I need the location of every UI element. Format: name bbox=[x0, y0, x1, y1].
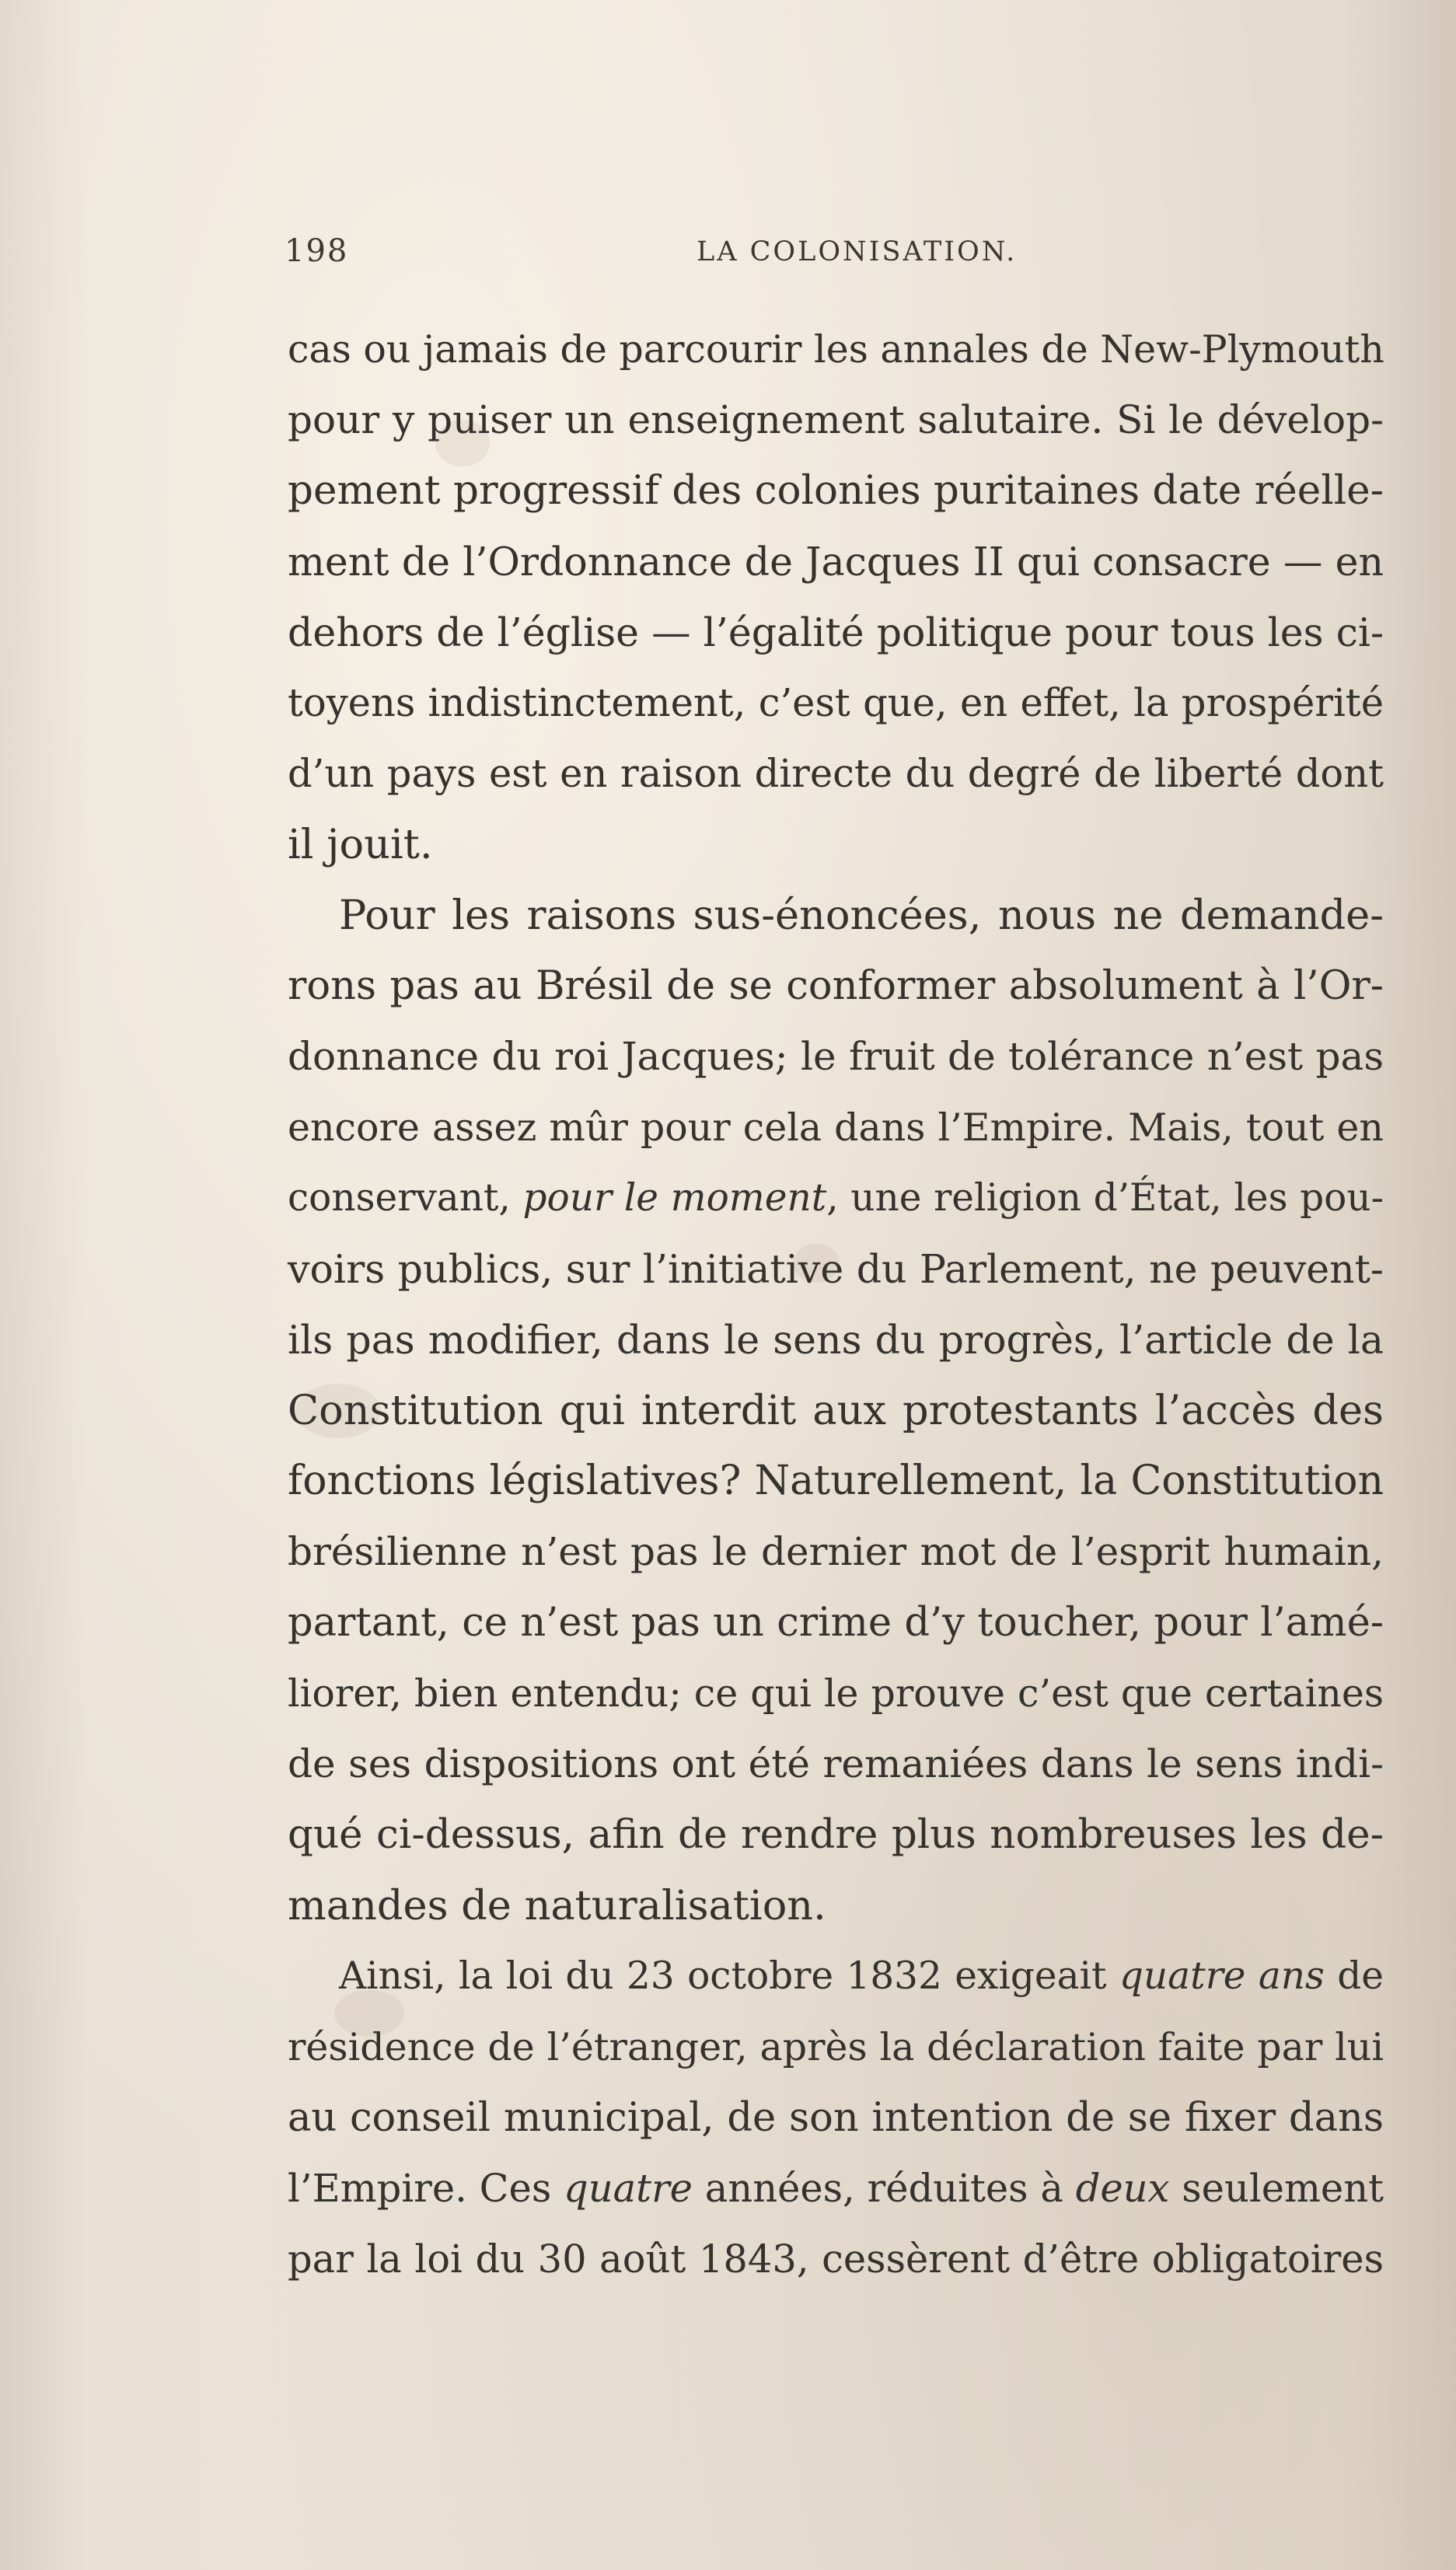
text-line: il jouit. bbox=[288, 821, 433, 868]
text-line: dehors de l’église — l’égalité politique pour tous les ci- bbox=[288, 609, 1384, 655]
text-line: Pour les raisons sus-énoncées, nous ne demande- bbox=[339, 892, 1384, 939]
text-line bbox=[288, 1941, 1384, 2012]
text-line: brésilienne n’est pas le dernier mot de l’esprit humain, bbox=[288, 1529, 1384, 1574]
text-segment: , une religion d’État, les pou- bbox=[826, 1176, 1384, 1220]
text-segment: de bbox=[1324, 1954, 1384, 1998]
text-line: voirs publics, sur l’initiative du Parlement, ne peuvent- bbox=[288, 1246, 1384, 1292]
text-line: liorer, bien entendu; ce qui le prouve c’est que certaines bbox=[288, 1671, 1384, 1716]
text-segment: seulement bbox=[1169, 2166, 1384, 2211]
text-line: donnance du roi Jacques; le fruit de tolérance n’est pas bbox=[288, 1034, 1384, 1079]
text-line: rons pas au Brésil de se conformer absolument à l’Or- bbox=[288, 963, 1384, 1009]
text-line: au conseil municipal, de son intention de se fixer dans bbox=[288, 2095, 1384, 2141]
page-header bbox=[285, 233, 1388, 280]
text-line: ils pas modifier, dans le sens du progrès, l’article de la bbox=[288, 1317, 1384, 1363]
text-line: partant, ce n’est pas un crime d’y toucher, pour l’amé- bbox=[288, 1600, 1384, 1646]
italic-phrase: pour le moment bbox=[522, 1176, 827, 1220]
italic-phrase: deux bbox=[1075, 2166, 1170, 2211]
text-segment: Ainsi, la loi du 23 octobre 1832 exigeait bbox=[339, 1954, 1119, 1998]
text-line: fonctions législatives? Naturellement, la Constitution bbox=[288, 1458, 1384, 1504]
text-line: résidence de l’étranger, après la déclaration faite par lui bbox=[288, 2025, 1384, 2069]
page-number: 198 bbox=[285, 233, 349, 269]
text-line: Constitution qui interdit aux protestants l’accès des bbox=[288, 1387, 1384, 1434]
text-line: encore assez mûr pour cela dans l’Empire. Mais, tout en bbox=[288, 1105, 1384, 1150]
text-segment: années, réduites à bbox=[692, 2166, 1076, 2211]
text-line: mandes de naturalisation. bbox=[288, 1882, 826, 1929]
italic-phrase: quatre bbox=[564, 2166, 693, 2211]
text-line: toyens indistinctement, c’est que, en effet, la prospérité bbox=[288, 680, 1384, 725]
italic-phrase: quatre ans bbox=[1119, 1954, 1325, 1998]
text-line: d’un pays est en raison directe du degré de liberté dont bbox=[288, 751, 1384, 796]
text-segment: conservant, bbox=[288, 1176, 523, 1220]
running-head: LA COLONISATION. bbox=[697, 236, 1018, 267]
text-line bbox=[288, 2153, 1384, 2224]
text-line bbox=[288, 1163, 1384, 1234]
text-line: de ses dispositions ont été remaniées dans le sens indi- bbox=[288, 1741, 1384, 1786]
text-line: cas ou jamais de parcourir les annales de New-Plymouth bbox=[288, 327, 1384, 372]
text-line: ment de l’Ordonnance de Jacques II qui consacre — en bbox=[288, 539, 1384, 585]
text-line: qué ci-dessus, afin de rendre plus nombreuses les de- bbox=[288, 1811, 1384, 1858]
text-line: par la loi du 30 août 1843, cessèrent d’être obligatoires bbox=[288, 2237, 1384, 2282]
text-segment: l’Empire. Ces bbox=[288, 2166, 564, 2211]
text-line: pement progressif des colonies puritaines date réelle- bbox=[288, 467, 1384, 514]
body-text bbox=[288, 314, 1384, 2281]
text-line: pour y puiser un enseignement salutaire. Si le dévelop- bbox=[288, 397, 1384, 442]
